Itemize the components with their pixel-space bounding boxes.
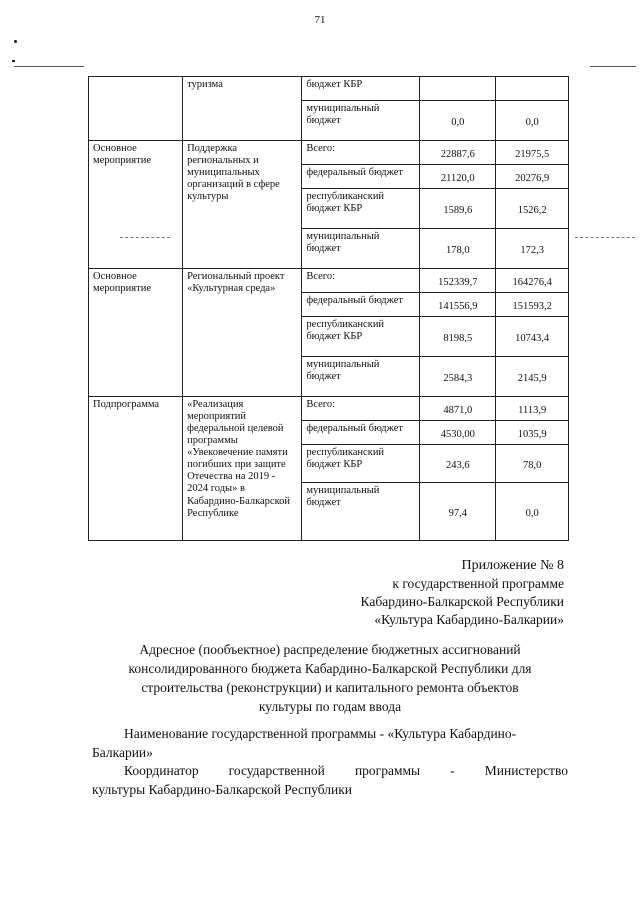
table-cell-value-2: 1035,9: [496, 421, 569, 445]
coordinator-paragraph-line: Координатор государственной программы - Министерство: [124, 763, 568, 778]
appendix-line: к государственной программе: [392, 576, 564, 591]
budget-table: [88, 76, 569, 541]
table-cell-source: республиканский бюджет КБР: [302, 317, 420, 357]
table-row: [89, 269, 569, 293]
table-cell-source: муниципальный бюджет: [302, 229, 420, 269]
program-name-paragraph: Наименование государственной программы - «Культура Кабардино-Балкарии»: [92, 726, 517, 760]
table-cell-value-2: 10743,4: [496, 317, 569, 357]
table-cell-source: республиканский бюджет КБР: [302, 189, 420, 229]
table-cell-source: Всего:: [302, 141, 420, 165]
table-cell-source: федеральный бюджет: [302, 293, 420, 317]
table-cell-value-1: 8198,5: [420, 317, 496, 357]
title-line: культуры по годам ввода: [258, 699, 402, 714]
table-cell-value-1: 178,0: [420, 229, 496, 269]
scan-dot-mark: [12, 60, 15, 62]
table-cell-value-2: 78,0: [496, 445, 569, 483]
title-line: консолидированного бюджета Кабардино-Балкарской Республики для: [128, 661, 532, 676]
table-cell-type: [89, 77, 183, 141]
table-row: [89, 397, 569, 421]
table-cell-source: муниципальный бюджет: [302, 357, 420, 397]
table-cell-value-2: 2145,9: [496, 357, 569, 397]
table-cell-value-1: 1589,6: [420, 189, 496, 229]
table-cell-value-2: [496, 77, 569, 101]
table-cell-value-1: 152339,7: [420, 269, 496, 293]
appendix-header: [361, 557, 564, 629]
table-cell-value-2: 1113,9: [496, 397, 569, 421]
table-cell-source: федеральный бюджет: [302, 421, 420, 445]
scan-artifact-line: [575, 237, 635, 238]
title-line: строительства (реконструкции) и капитального ремонта объектов: [141, 680, 519, 695]
table-cell-value-1: 21120,0: [420, 165, 496, 189]
scan-artifact-line: [14, 66, 84, 67]
table-cell-value-1: 4871,0: [420, 397, 496, 421]
table-cell-type: Основное мероприятие: [89, 141, 183, 269]
document-title: [90, 640, 570, 716]
table-cell-source: муниципальный бюджет: [302, 483, 420, 541]
table-cell-name: Поддержка региональных и муниципальных организаций в сфере культуры: [183, 141, 302, 269]
table-cell-value-2: 151593,2: [496, 293, 569, 317]
table-cell-value-2: 20276,9: [496, 165, 569, 189]
table-cell-source: федеральный бюджет: [302, 165, 420, 189]
table-cell-name: туризма: [183, 77, 302, 141]
table-cell-value-1: 97,4: [420, 483, 496, 541]
table-cell-value-2: 0,0: [496, 483, 569, 541]
table-cell-type: Подпрограмма: [89, 397, 183, 541]
scan-artifact-line: [590, 66, 636, 67]
table-row: [89, 141, 569, 165]
table-cell-source: муниципальный бюджет: [302, 101, 420, 141]
table-cell-source: Всего:: [302, 397, 420, 421]
table-cell-type: Основное мероприятие: [89, 269, 183, 397]
coordinator-paragraph-line: культуры Кабардино-Балкарской Республики: [92, 782, 353, 797]
appendix-line: «Культура Кабардино-Балкарии»: [374, 612, 564, 627]
appendix-number: Приложение № 8: [461, 558, 564, 573]
title-line: Адресное (пообъектное) распределение бюджетных ассигнований: [139, 642, 521, 657]
table-cell-value-1: [420, 77, 496, 101]
table-cell-value-1: 22887,6: [420, 141, 496, 165]
table-cell-value-2: 1526,2: [496, 189, 569, 229]
page-number: 71: [314, 14, 326, 26]
table-cell-value-1: 243,6: [420, 445, 496, 483]
table-cell-name: «Реализация мероприятий федеральной целевой программы «Увековечение памяти погибших при защите Отечества на 2019 - 2024 годы» в Кабардино-Балкарской Республике: [183, 397, 302, 541]
table-cell-value-1: 2584,3: [420, 357, 496, 397]
table-cell-value-2: 164276,4: [496, 269, 569, 293]
table-cell-value-2: 172,3: [496, 229, 569, 269]
table-row: [89, 77, 569, 101]
table-cell-value-1: 141556,9: [420, 293, 496, 317]
scan-dot-mark: [14, 40, 17, 43]
table-cell-value-2: 0,0: [496, 101, 569, 141]
table-cell-source: бюджет КБР: [302, 77, 420, 101]
table-cell-source: республиканский бюджет КБР: [302, 445, 420, 483]
table-cell-name: Региональный проект «Культурная среда»: [183, 269, 302, 397]
appendix-line: Кабардино-Балкарской Республики: [360, 594, 564, 609]
table-cell-value-1: 0,0: [420, 101, 496, 141]
table-cell-source: Всего:: [302, 269, 420, 293]
table-cell-value-2: 21975,5: [496, 141, 569, 165]
table-cell-value-1: 4530,00: [420, 421, 496, 445]
